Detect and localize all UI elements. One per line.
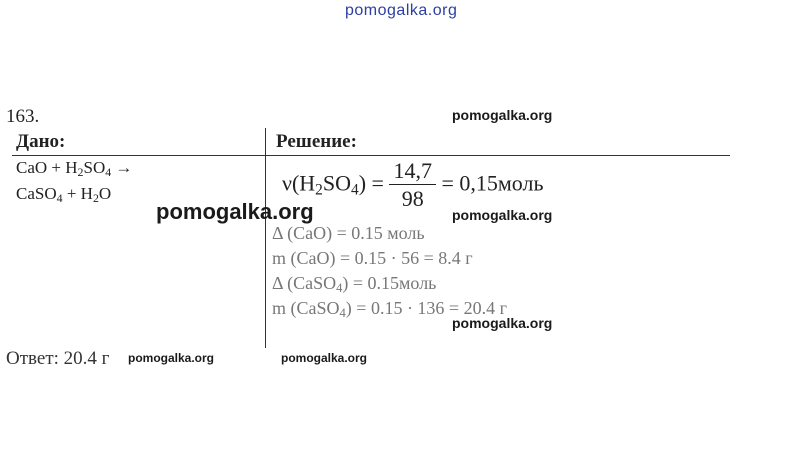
watermark-answer-right: pomogalka.org [281, 351, 368, 365]
given-label: Дано: [16, 131, 66, 152]
watermark-last-right: pomogalka.org [452, 315, 553, 331]
fraction-numerator: 14,7 [389, 158, 436, 185]
equation-result: = 0,15моль [441, 170, 544, 196]
solution-step-2: m (CaO) = 0.15 · 56 = 8.4 г [272, 248, 473, 268]
answer: Ответ: 20.4 г [6, 348, 110, 369]
watermark-fraction-right: pomogalka.org [452, 207, 553, 223]
fraction [389, 158, 436, 213]
header-divider [12, 155, 730, 156]
fraction-denominator: 98 [401, 186, 424, 211]
solution-step-3: Δ (CaSO$_4$) = 0.15моль [272, 273, 437, 296]
watermark-header-right: pomogalka.org [452, 107, 553, 123]
solution-step-1: Δ (CaO) = 0.15 моль [272, 223, 425, 243]
solution-label: Решение: [276, 131, 357, 152]
given-reaction-line1: CaO + $H_2SO_4$ → [16, 158, 133, 179]
moles-equation: $\nu(H_2SO_4)$ = $\frac{14,7}{98}$ = 0,15моль [282, 158, 544, 211]
watermark-center: pomogalka.org [156, 199, 314, 224]
given-reaction-line2: CaSO$_4$ + $H_2O$ [16, 184, 112, 205]
column-divider [265, 128, 266, 348]
watermark-top: pomogalka.org [345, 2, 458, 19]
problem-number: 163. [6, 106, 40, 127]
watermark-answer-left: pomogalka.org [128, 351, 215, 365]
solution-step-4: m (CaSO$_4$) = 0.15 · 136 = 20.4 г [272, 298, 507, 321]
